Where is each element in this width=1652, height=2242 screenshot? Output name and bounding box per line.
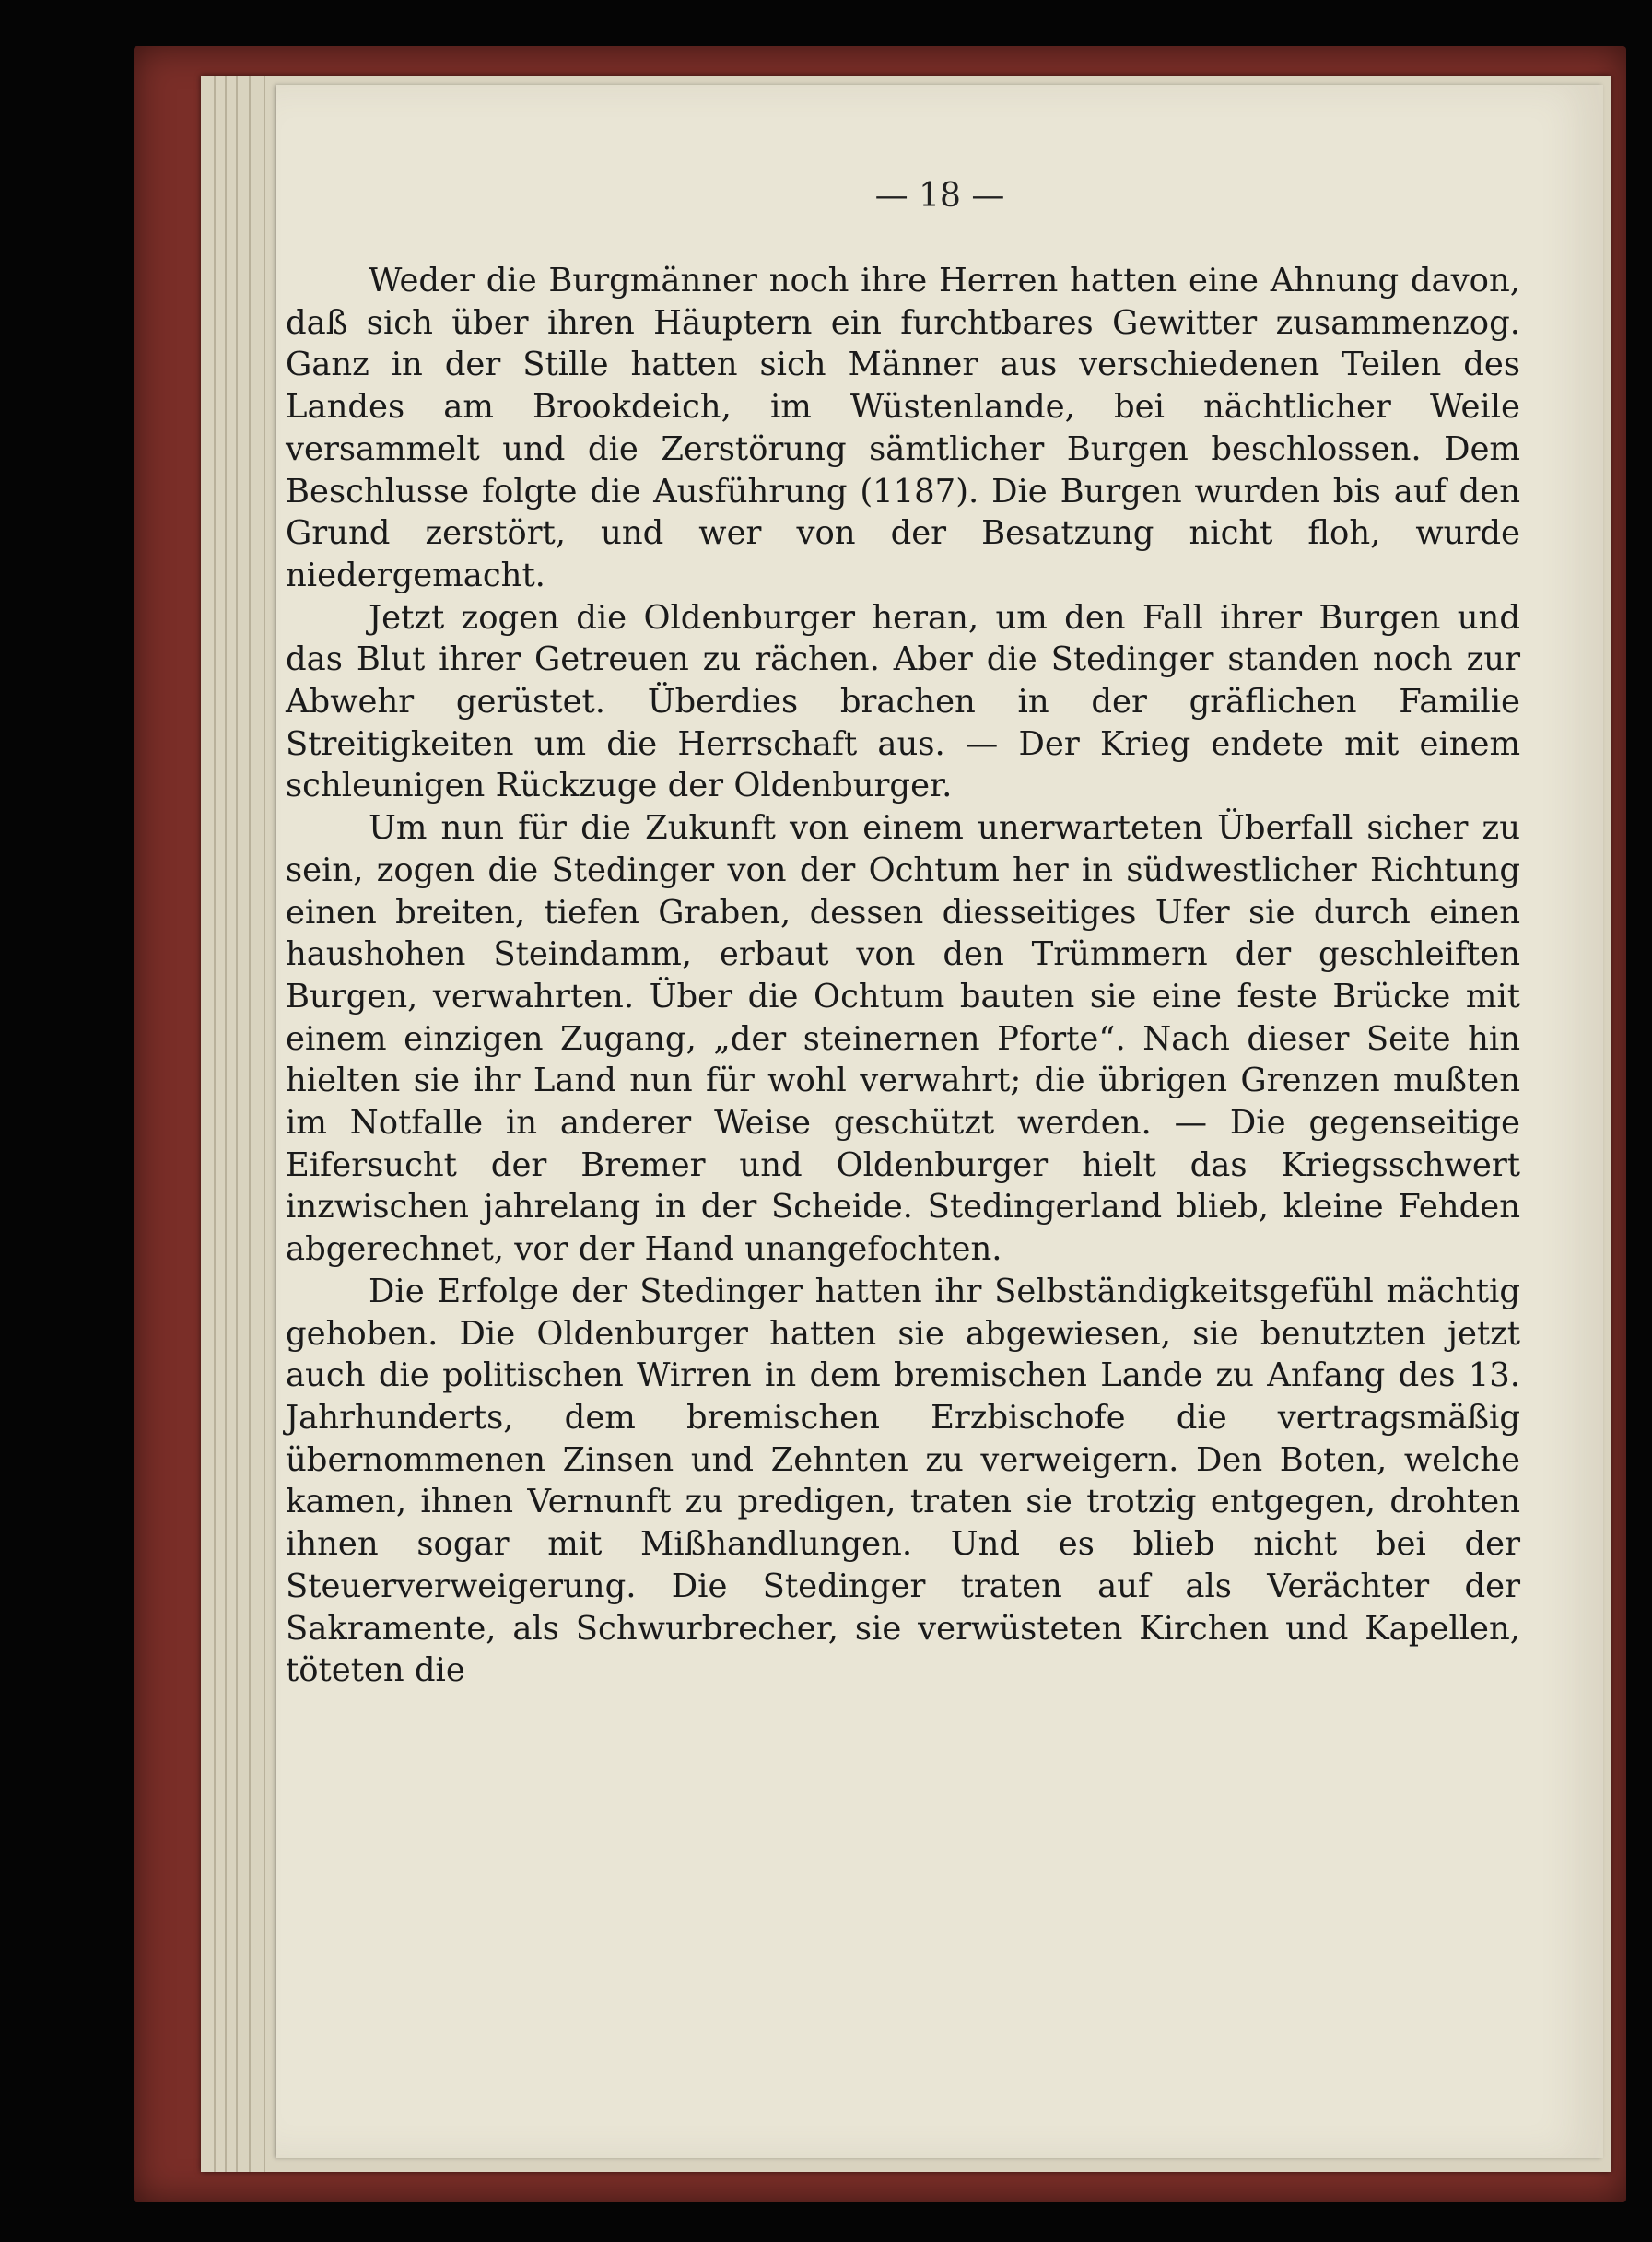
page-text: [286, 260, 1520, 1692]
paragraph-1: Weder die Burgmänner noch ihre Herren hatten eine Ahnung davon, daß sich über ihren Häuptern ein furchtbares Gewitter zusammenzog. Ganz in der Stille hatten sich Männer aus verschiedenen Teilen des Landes am Brookdeich, im Wüstenlande, bei nächtlicher Weile versammelt und die Zerstörung sämtlicher Burgen beschlossen. Dem Beschlusse folgte die Ausführung (1187). Die Burgen wurden bis auf den Grund zerstört, und wer von der Besatzung nicht floh, wurde niedergemacht.: [286, 262, 1520, 594]
paragraph-3: Um nun für die Zukunft von einem unerwarteten Überfall sicher zu sein, zogen die Stedinger von der Ochtum her in südwestlicher Richtung einen breiten, tiefen Graben, dessen diesseitiges Ufer sie durch einen haushohen Steindamm, erbaut von den Trümmern der geschleiften Burgen, verwahrten. Über die Ochtum bauten sie eine feste Brücke mit einem einzigen Zugang, „der steinernen Pforte“. Nach dieser Seite hin hielten sie ihr Land nun für wohl verwahrt; die übrigen Grenzen mußten im Notfalle in anderer Weise geschützt werden. — Die gegenseitige Eifersucht der Bremer und Oldenburger hielt das Kriegsschwert inzwischen jahrelang in der Scheide. Stedingerland blieb, kleine Fehden abgerechnet, vor der Hand unangefochten.: [286, 809, 1520, 1269]
page-edge: [236, 76, 238, 2172]
page-edge: [249, 76, 251, 2172]
page-edge: [225, 76, 227, 2172]
paragraph-4: Die Erfolge der Stedinger hatten ihr Selbständigkeitsgefühl mächtig gehoben. Die Oldenburger hatten sie abgewiesen, sie benutzten jetzt auch die politischen Wirren in dem bremischen Lande zu Anfang des 13. Jahrhunderts, dem bremischen Erzbischofe die vertragsmäßig übernommenen Zinsen und Zehnten zu verweigern. Den Boten, welche kamen, ihnen Vernunft zu predigen, traten sie trotzig entgegen, drohten ihnen sogar mit Mißhandlungen. Und es blieb nicht bei der Steuerverweigerung. Die Stedinger traten auf als Verächter der Sakramente, als Schwurbrecher, sie verwüsteten Kirchen und Kapellen, töteten die: [286, 1272, 1520, 1690]
page-edge: [214, 76, 216, 2172]
page-edge: [264, 76, 265, 2172]
paragraph-2: Jetzt zogen die Oldenburger heran, um den Fall ihrer Burgen und das Blut ihrer Getreuen zu rächen. Aber die Stedinger standen noch zur Abwehr gerüstet. Überdies brachen in der gräflichen Familie Streitigkeiten um die Herrschaft aus. — Der Krieg endete mit einem schleunigen Rückzuge der Oldenburger.: [286, 598, 1520, 805]
page-number: — 18 —: [874, 177, 1005, 215]
